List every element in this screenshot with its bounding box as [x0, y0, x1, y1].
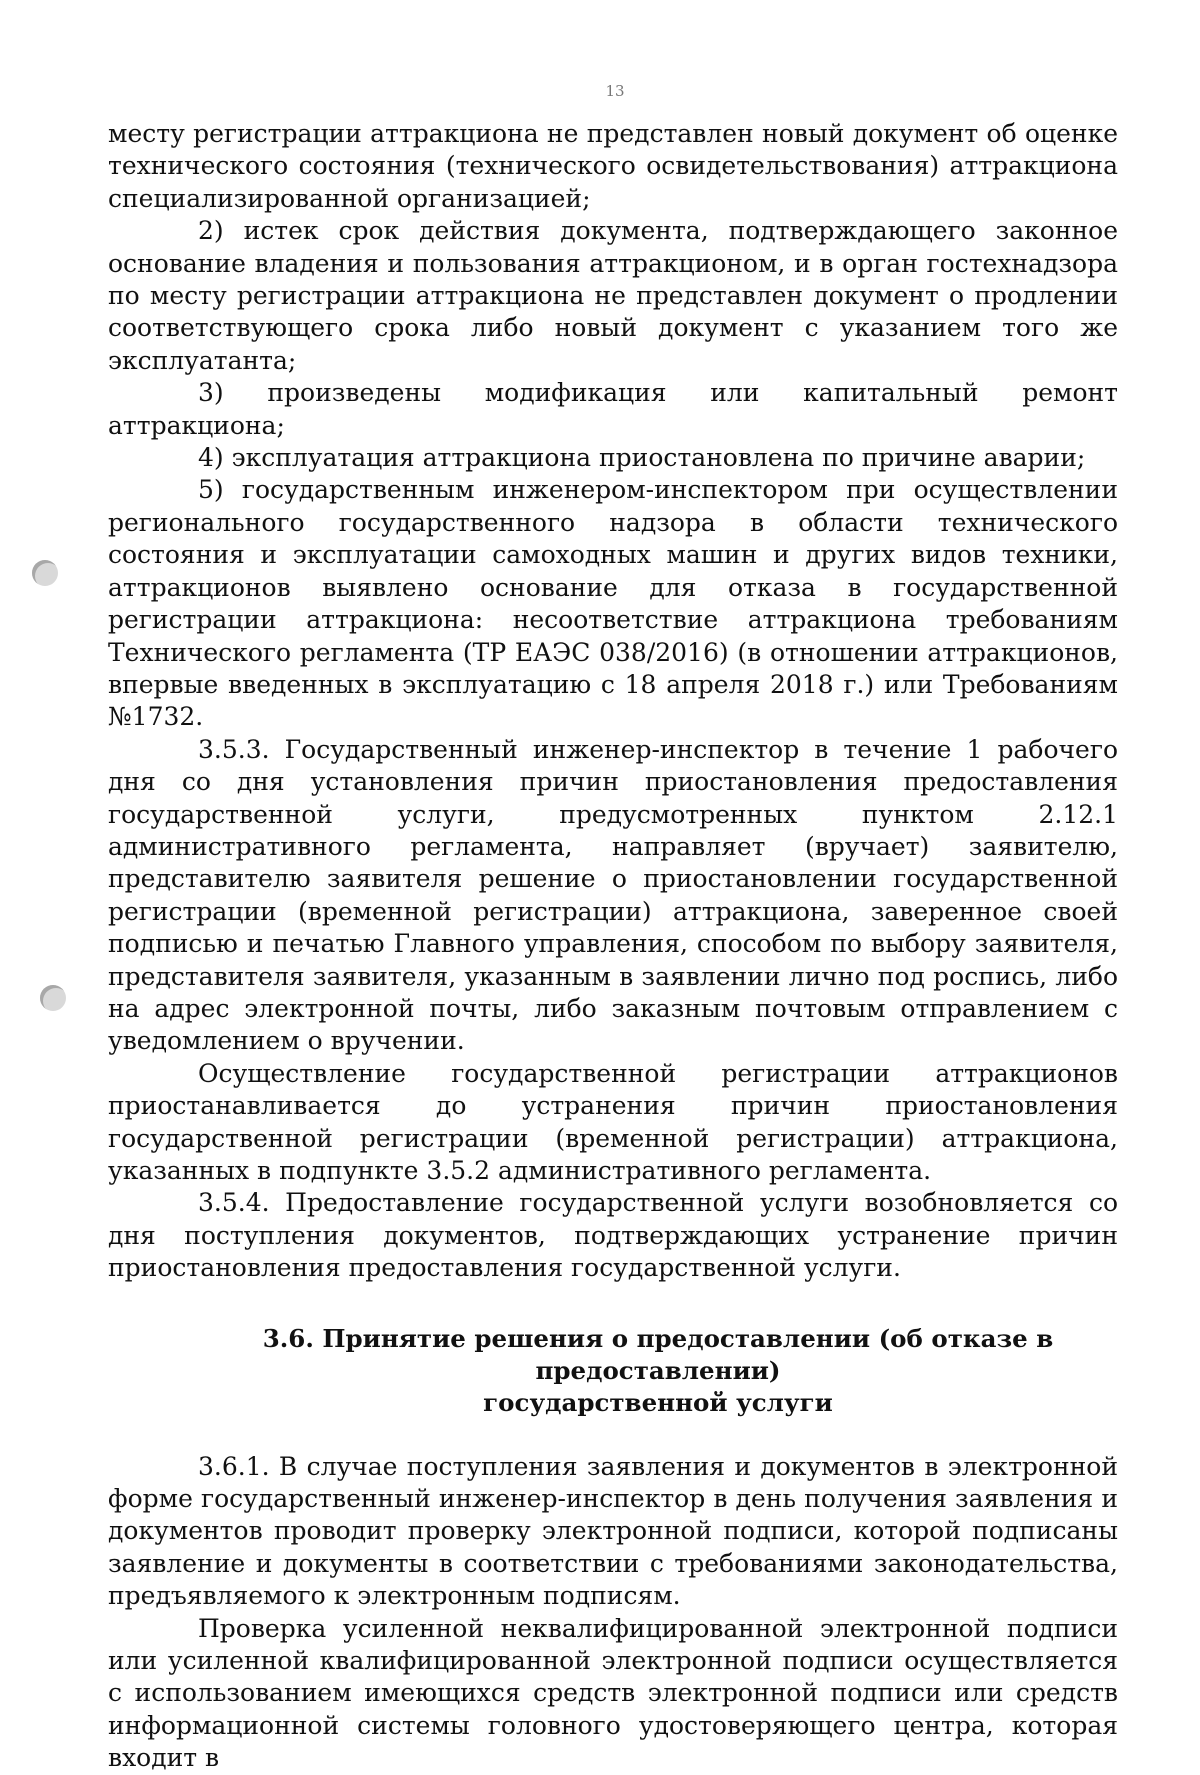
section-heading-line-2: государственной услуги — [483, 1387, 833, 1417]
document-body — [108, 118, 1118, 1775]
paragraph-signature-check: Проверка усиленной неквалифицированной электронной подписи или усиленной квалифицированной электронной подписи осуществляется с использованием имеющихся средств электронной подписи или средств информационной системы головного удостоверяющего центра, которая входит в — [108, 1613, 1118, 1773]
page-number: 13 — [605, 82, 625, 100]
section-heading — [108, 1323, 1118, 1419]
list-item-3: 3) произведены модификация или капитальный ремонт аттракциона; — [108, 378, 1118, 440]
hole-punch-mark-bottom — [40, 985, 66, 1011]
paragraph-suspension: Осуществление государственной регистрации аттракционов приостанавливается до устранения причин приостановления государственной регистрации (временной регистрации) аттракциона, указанных в подпункте 3.5.2 административного регламента. — [108, 1058, 1118, 1185]
clause-3-5-3: 3.5.3. Государственный инженер-инспектор в течение 1 рабочего дня со дня установления причин приостановления предоставления государственной услуги, предусмотренных пунктом 2.12.1 административного регламента, направляет (вручает) заявителю, представителю заявителя решение о приостановлении государственной регистрации (временной регистрации) аттракциона, заверенное своей подписью и печатью Главного управления, способом по выбору заявителя, представителя заявителя, указанным в заявлении лично под роспись, либо на адрес электронной почты, либо заказным почтовым отправлением с уведомлением о вручении. — [108, 734, 1118, 1056]
clause-3-6-1: 3.6.1. В случае поступления заявления и документов в электронной форме государственный инженер-инспектор в день получения заявления и документов проводит проверку электронной подписи, которой подписаны заявление и документы в соответствии с требованиями законодательства, предъявляемого к электронным подписям. — [108, 1451, 1118, 1611]
section-heading-line-1: 3.6. Принятие решения о предоставлении (об отказе в предоставлении) — [262, 1323, 1054, 1385]
list-item-2: 2) истек срок действия документа, подтверждающего законное основание владения и пользования аттракционом, и в орган гостехнадзора по месту регистрации аттракциона не представлен документ о продлении соответствующего срока либо новый документ с указанием того же эксплуатанта; — [108, 216, 1118, 375]
list-item-5: 5) государственным инженером-инспектором при осуществлении регионального государственного надзора в области технического состояния и эксплуатации самоходных машин и других видов техники, аттракционов выявлено основание для отказа в государственной регистрации аттракциона: несоответствие аттракциона требованиям Технического регламента (ТР ЕАЭС 038/2016) (в отношении аттракционов, впервые введенных в эксплуатацию с 18 апреля 2018 г.) или Требованиям №1732. — [108, 475, 1118, 732]
hole-punch-mark-top — [32, 560, 58, 586]
paragraph-continuation: месту регистрации аттракциона не представлен новый документ об оценке технического состояния (технического освидетельствования) аттракциона специализированной организацией; — [108, 119, 1118, 213]
clause-3-5-4: 3.5.4. Предоставление государственной услуги возобновляется со дня поступления документов, подтверждающих устранение причин приостановления предоставления государственной услуги. — [108, 1188, 1118, 1283]
list-item-4: 4) эксплуатация аттракциона приостановлена по причине аварии; — [198, 443, 1086, 473]
